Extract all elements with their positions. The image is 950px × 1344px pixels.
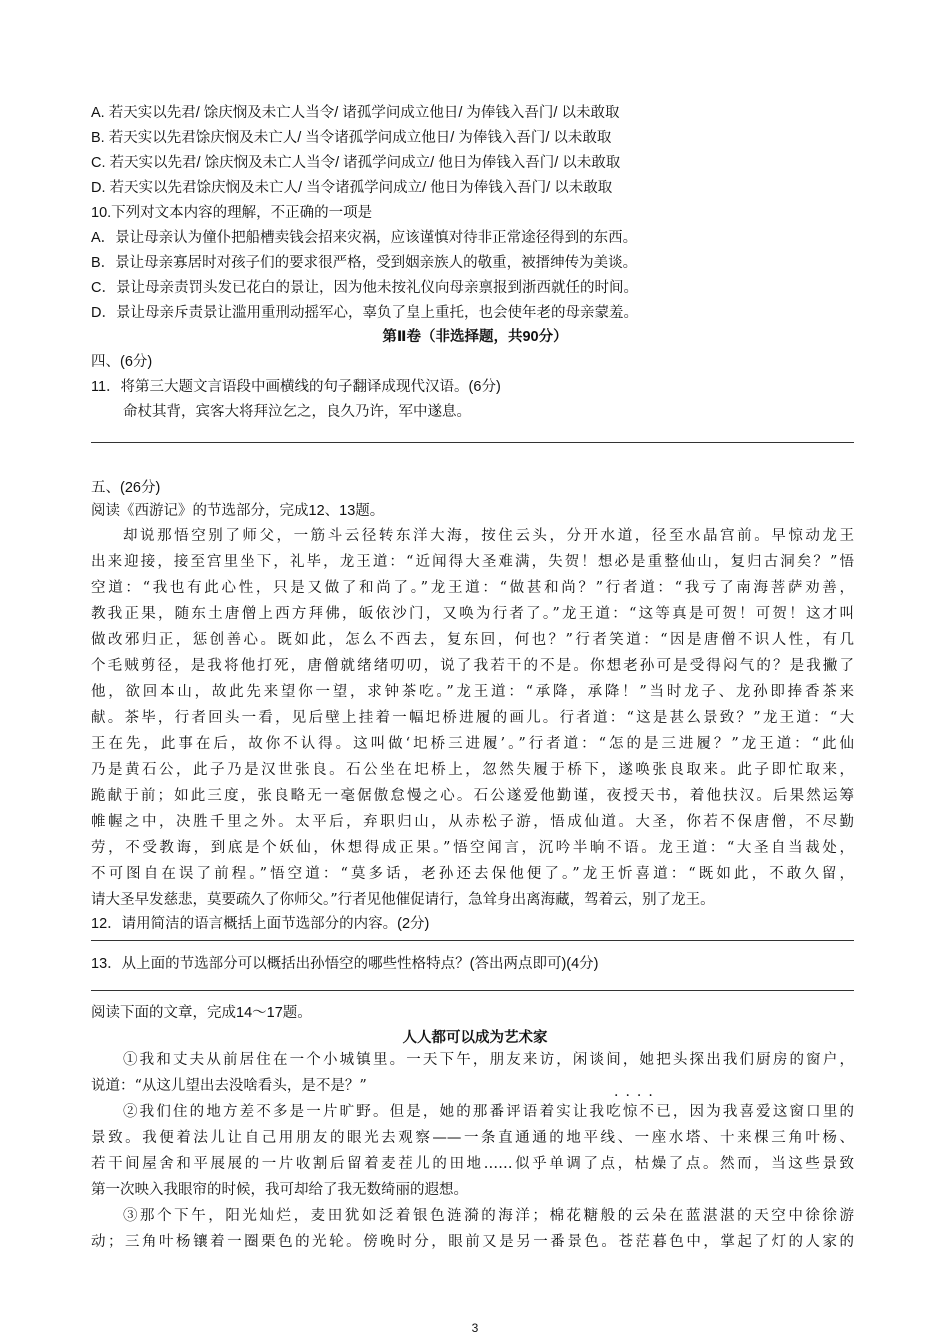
answer-line [91,442,854,443]
answer-line [91,990,854,991]
passage-line: 献。茶毕，行者回头一看，见后壁上挂着一幅圯桥进履的画儿。行者道：“这是甚么景致？”龙王道：“大 [91,710,854,726]
passage-line: 王在先，此事在后，故你不认得。这叫做‘圯桥三进履’。”行者道：“怎的是三进履？”龙王道：“此仙 [91,736,854,752]
q9-option-b: B. 若天实以先君馀庆悯及未亡人/ 当令诸孤学问成立他日/ 为俸钱入吾门/ 以未敢取 [91,130,612,146]
passage-line: 出来迎接，接至宫里坐下，礼毕，龙王道：“近闻得大圣难满，失贺！想必是重整仙山，复归古洞矣？”悟 [91,554,854,570]
essay-line: 景致。我便着法儿让自己用朋友的眼光去观察——一条直通通的地平线、一座水塔、十来棵三角叶杨、 [91,1130,854,1146]
q11-sentence: 命杖其背，宾客大将拜泣乞之，良久乃许，军中遂息。 [123,404,471,420]
q9-option-d: D. 若天实以先君馀庆悯及未亡人/ 当令诸孤学问成立/ 他日为俸钱入吾门/ 以未敢取 [91,180,613,196]
q10-stem: 10.下列对文本内容的理解，不正确的一项是 [91,205,373,221]
passage-line: 空道：“我也有此心性，只是又做了和尚了。”龙王道：“做甚和尚？”行者道：“我亏了南海菩萨劝善， [91,580,854,596]
passage-line: 他，欲回本山，故此先来望你一望，求钟茶吃。”龙王道：“承降，承降！”当时龙子、龙孙即捧香茶来 [91,684,854,700]
essay-line: ②我们住的地方差不多是一片旷野。但是，她的那番评语着实让我吃惊不已，因为我喜爱这窗口里的 [123,1104,854,1120]
passage-line: 请大圣早发慈悲，莫要疏久了你师父。”行者见他催促请行，急耸身出离海藏，驾着云，别了龙王。 [91,892,715,908]
essay-line: 说道：“从这儿望出去没啥看头，是不是？” [91,1078,367,1094]
q10-option-d: D．景让母亲斥责景让滥用重刑动摇军心，辜负了皇上重托，也会使年老的母亲蒙羞。 [91,305,638,321]
emphasis-dots: ···· [614,1088,660,1104]
passage-line: 不可图自在误了前程。”悟空道：“莫多话，老孙还去保他便了。”龙王忻喜道：“既如此，不敢久留， [91,866,854,882]
q12-stem: 12．请用简洁的语言概括上面节选部分的内容。(2分) [91,916,430,932]
passage-line: 却说那悟空别了师父，一筋斗云径转东洋大海，按住云头，分开水道，径至水晶宫前。早惊动龙王 [123,528,854,544]
q10-option-a: A．景让母亲认为僮仆把船槽卖钱会招来灾祸，应该谨慎对待非正常途径得到的东西。 [91,230,638,246]
essay-intro: 阅读下面的文章，完成14～17题。 [91,1005,312,1021]
q10-option-c: C．景让母亲责罚头发已花白的景让，因为他未按礼仪向母亲禀报到浙西就任的时间。 [91,280,638,296]
q10-option-b: B．景让母亲寡居时对孩子们的要求很严格，受到姻亲族人的敬重，被搢绅传为美谈。 [91,255,638,271]
q13-stem: 13．从上面的节选部分可以概括出孙悟空的哪些性格特点？(答出两点即可)(4分) [91,956,599,972]
passage-line: 跪献于前；如此三度，张良略无一毫倨傲怠慢之心。石公遂爱他勤谨，夜授天书，着他扶汉。后果然运筹 [91,788,854,804]
passage-line: 乃是黄石公，此子乃是汉世张良。石公坐在圯桥上，忽然失履于桥下，遂唤张良取来。此子即忙取来， [91,762,854,778]
passage-line: 教我正果，随东土唐僧上西方拜佛，皈依沙门，又唤为行者了。”龙王道：“这等真是可贺！可贺！这才叫 [91,606,854,622]
q9-option-c: C. 若天实以先君/ 馀庆悯及未亡人当令/ 诸孤学问成立/ 他日为俸钱入吾门/ 以未敢取 [91,155,621,171]
q11-stem: 11．将第三大题文言语段中画横线的句子翻译成现代汉语。(6分) [91,379,501,395]
answer-line [91,940,854,941]
page-number: 3 [471,1321,479,1335]
essay-line: ①我和丈夫从前居住在一个小城镇里。一天下午，朋友来访，闲谈间，她把头探出我们厨房的窗户， [123,1052,854,1068]
part2-title: 第Ⅱ卷（非选择题，共90分） [382,329,568,345]
passage-line: 帷幄之中，决胜千里之外。太平后，弃职归山，从赤松子游，悟成仙道。大圣，你若不保唐僧，不尽勤 [91,814,854,830]
q9-option-a: A. 若天实以先君/ 馀庆悯及未亡人当令/ 诸孤学问成立他日/ 为俸钱入吾门/ 以未敢取 [91,105,620,121]
essay-line: 若干间屋舍和平展展的一片收割后留着麦茬儿的田地……似乎单调了点，枯燥了点。然而，当这些景致 [91,1156,854,1172]
section4-heading: 四、(6分) [91,354,153,370]
essay-title: 人人都可以成为艺术家 [402,1030,548,1046]
passage-line: 个毛贼剪径，是我将他打死，唐僧就绪绪叨叨，说了我若干的不是。你想老孙可是受得闷气的？是我撇了 [91,658,854,674]
passage-line: 劳，不受教诲，到底是个妖仙，休想得成正果。”悟空闻言，沉吟半晌不语。龙王道：“大圣自当裁处， [91,840,854,856]
passage-line: 做改邪归正，惩创善心。既如此，怎么不西去，复东回，何也？”行者笑道：“因是唐僧不识人性，有几 [91,632,854,648]
section5-intro: 阅读《西游记》的节选部分，完成12、13题。 [91,503,385,519]
essay-line: ③那个下午，阳光灿烂，麦田犹如泛着银色涟漪的海洋；棉花糖般的云朵在蓝湛湛的天空中徐徐游 [123,1208,854,1224]
section5-heading: 五、(26分) [91,480,161,496]
essay-line: 动；三角叶杨镶着一圈栗色的光轮。傍晚时分，眼前又是另一番景色。苍茫暮色中，掌起了灯的人家的 [91,1234,854,1250]
essay-line: 第一次映入我眼帘的时候，我可却给了我无数绮丽的遐想。 [91,1182,468,1198]
